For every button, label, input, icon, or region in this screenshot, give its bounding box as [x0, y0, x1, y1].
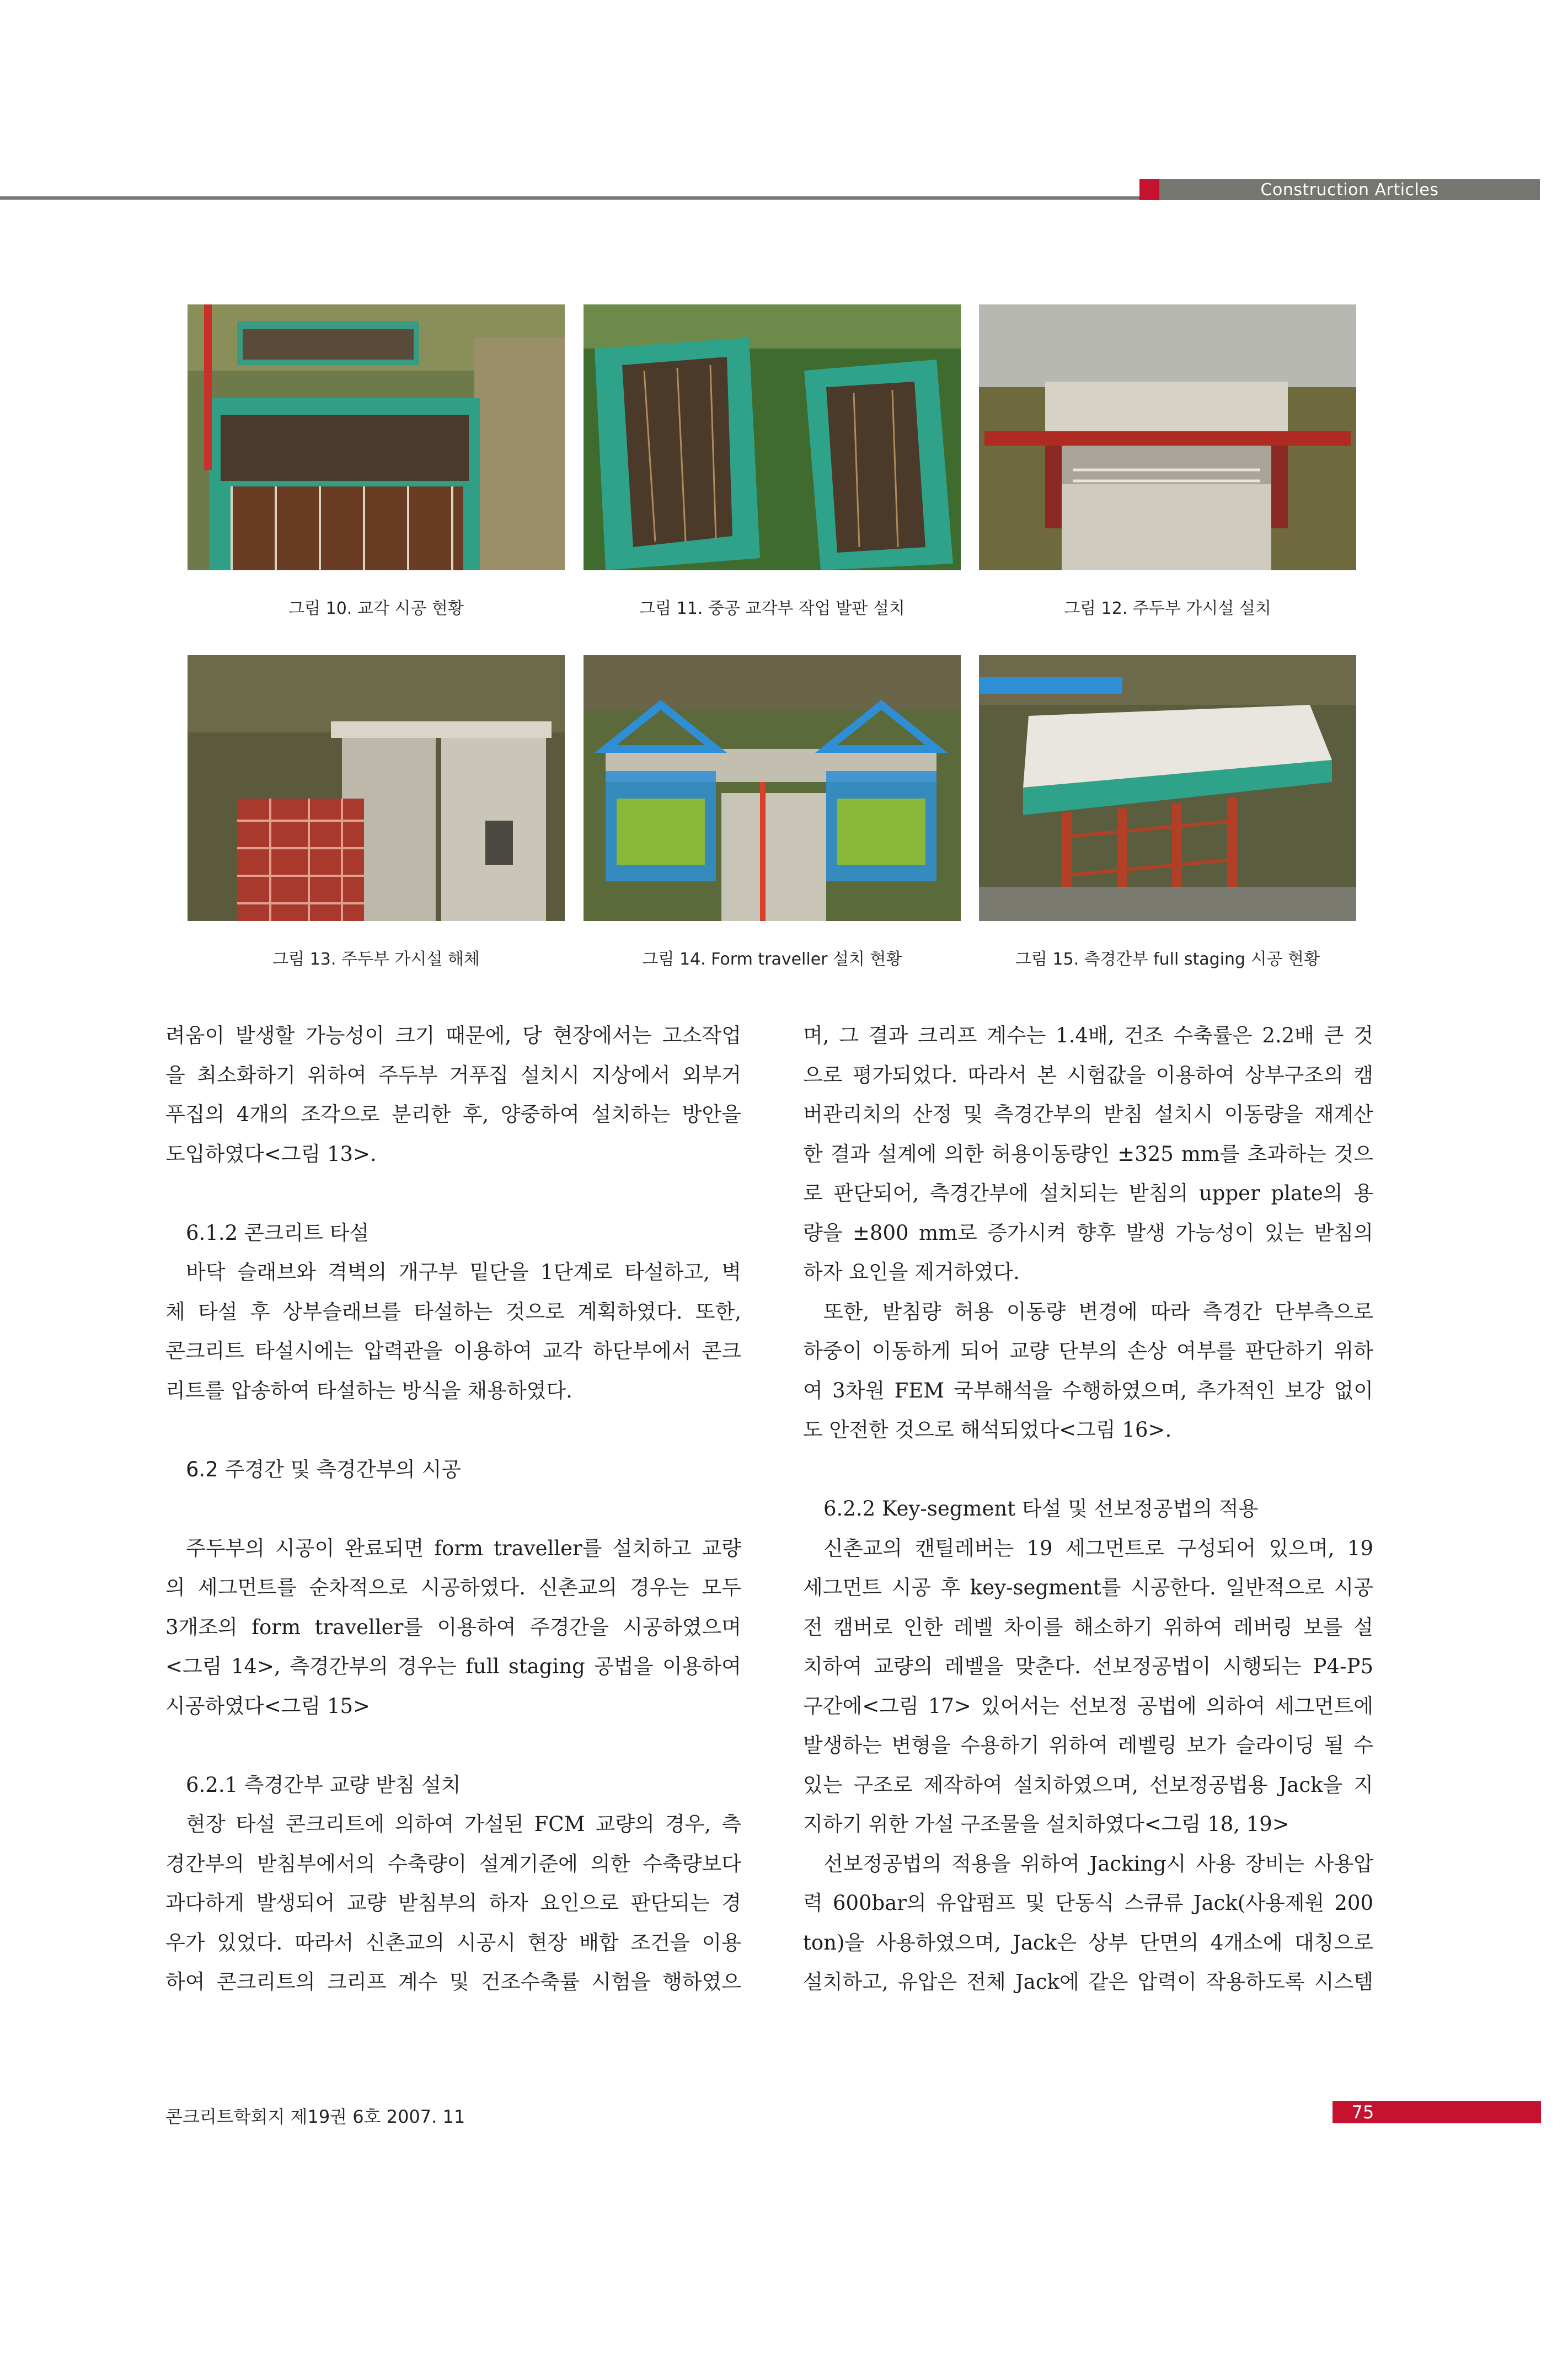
text-line: 의 세그먼트를 순차적으로 시공하였다. 신촌교의 경우는 모두 — [165, 1576, 741, 1599]
figure-14-photo — [584, 655, 961, 921]
subsection-heading-6-2-2: 6.2.2 Key-segment 타설 및 선보정공법의 적용 — [823, 1497, 1259, 1521]
journal-citation: 콘크리트학회지 제19권 6호 2007. 11 — [165, 2106, 465, 2127]
figure-11-caption: 그림 11. 중공 교각부 작업 발판 설치 — [639, 599, 905, 618]
figure-13-caption: 그림 13. 주두부 가시설 해체 — [272, 950, 480, 969]
text-line: 하여 콘크리트의 크리프 계수 및 건조수축률 시험을 행하였으 — [165, 1970, 741, 1994]
figure-14-caption: 그림 14. Form traveller 설치 현황 — [642, 950, 902, 969]
right-column — [803, 1016, 1373, 2002]
section-heading-6-2: 6.2 주경간 및 측경간부의 시공 — [186, 1457, 462, 1481]
text-line: 을 최소화하기 위하여 주두부 거푸집 설치시 지상에서 외부거 — [165, 1063, 741, 1087]
header-accent-block — [1139, 179, 1159, 200]
text-line: 시공하였다<그림 15> — [165, 1694, 371, 1718]
header-section-tab — [1159, 179, 1540, 200]
text-line: 바닥 슬래브와 격벽의 개구부 밑단을 1단계로 타설하고, 벽 — [186, 1260, 741, 1284]
text-line: 도 안전한 것으로 해석되었다<그림 16>. — [803, 1418, 1172, 1442]
text-line: 있는 구조로 제작하여 설치하였으며, 선보정공법용 Jack을 지 — [803, 1773, 1373, 1797]
text-line: 콘크리트 타설시에는 압력관을 이용하여 교각 하단부에서 콘크 — [165, 1339, 741, 1363]
figure-11-photo — [584, 304, 961, 570]
text-line: ton)을 사용하였으며, Jack은 상부 단면의 4개소에 대칭으로 — [803, 1930, 1373, 1955]
figure-15-caption: 그림 15. 측경간부 full staging 시공 현황 — [1015, 950, 1320, 969]
text-line: 발생하는 변형을 수용하기 위하여 레벨링 보가 슬라이딩 될 수 — [803, 1733, 1373, 1757]
text-line: 량을 ±800 mm로 증가시켜 향후 발생 가능성이 있는 받침의 — [803, 1220, 1373, 1245]
text-line: 하자 요인을 제거하였다. — [803, 1260, 1020, 1284]
text-line: 3개조의 form traveller를 이용하여 주경간을 시공하였으며 — [165, 1615, 741, 1639]
text-line: 주두부의 시공이 완료되면 form traveller를 설치하고 교량 — [186, 1536, 741, 1560]
figure-13-photo — [188, 655, 565, 921]
text-line: 지하기 위한 가설 구조물을 설치하였다<그림 18, 19> — [803, 1812, 1289, 1836]
text-line: 푸집의 4개의 조각으로 분리한 후, 양중하여 설치하는 방안을 — [165, 1102, 741, 1126]
text-line: 도입하였다<그림 13>. — [165, 1142, 377, 1166]
text-line: 려움이 발생할 가능성이 크기 때문에, 당 현장에서는 고소작업 — [165, 1024, 741, 1047]
figure-10-caption: 그림 10. 교각 시공 현황 — [288, 599, 464, 618]
text-line: 여 3차원 FEM 국부해석을 수행하였으며, 추가적인 보강 없이 — [803, 1378, 1373, 1402]
text-line: 우가 있었다. 따라서 신촌교의 시공시 현장 배합 조건을 이용 — [165, 1930, 741, 1955]
text-line: 으로 평가되었다. 따라서 본 시험값을 이용하여 상부구조의 캠 — [803, 1063, 1373, 1087]
page-number: 75 — [1351, 2102, 1374, 2123]
text-line: 리트를 압송하여 타설하는 방식을 채용하였다. — [165, 1378, 572, 1402]
text-line: 한 결과 설계에 의한 허용이동량인 ±325 mm를 초과하는 것으 — [803, 1142, 1373, 1166]
text-line: 세그먼트 시공 후 key-segment를 시공한다. 일반적으로 시공 — [803, 1576, 1373, 1599]
text-line: 선보정공법의 적용을 위하여 Jacking시 사용 장비는 사용압 — [823, 1851, 1373, 1876]
text-line: 며, 그 결과 크리프 계수는 1.4배, 건조 수축률은 2.2배 큰 것 — [803, 1024, 1373, 1047]
text-line: 과다하게 발생되어 교량 받침부의 하자 요인으로 판단되는 경 — [165, 1891, 741, 1915]
section-label: Construction Articles — [1260, 180, 1439, 200]
subsection-heading-6-2-1: 6.2.1 측경간부 교량 받침 설치 — [186, 1773, 461, 1797]
text-line: 구간에<그림 17> 있어서는 선보정 공법에 의하여 세그먼트에 — [803, 1694, 1373, 1718]
text-line: 신촌교의 캔틸레버는 19 세그먼트로 구성되어 있으며, 19 — [823, 1536, 1373, 1560]
text-line: 전 캠버로 인한 레벨 차이를 해소하기 위하여 레버링 보를 설 — [803, 1615, 1373, 1639]
text-line: <그림 14>, 측경간부의 경우는 full staging 공법을 이용하여 — [165, 1655, 741, 1678]
text-line: 체 타설 후 상부슬래브를 타설하는 것으로 계획하였다. 또한, — [165, 1299, 741, 1324]
text-line: 로 판단되어, 측경간부에 설치되는 받침의 upper plate의 용 — [803, 1181, 1373, 1205]
figure-15-photo — [979, 655, 1356, 921]
text-line: 치하여 교량의 레벨을 맞춘다. 선보정공법이 시행되는 P4-P5 — [803, 1655, 1373, 1678]
text-line: 버관리치의 산정 및 측경간부의 받침 설치시 이동량을 재계산 — [803, 1102, 1373, 1126]
figure-10-photo — [188, 304, 565, 570]
text-line: 력 600bar의 유압펌프 및 단동식 스큐류 Jack(사용제원 200 — [803, 1891, 1373, 1915]
text-line: 현장 타설 콘크리트에 의하여 가설된 FCM 교량의 경우, 측 — [186, 1812, 741, 1836]
left-column — [165, 1016, 741, 2002]
subsection-heading-6-1-2: 6.1.2 콘크리트 타설 — [186, 1220, 370, 1245]
text-line: 하중이 이동하게 되어 교량 단부의 손상 여부를 판단하기 위하 — [803, 1339, 1373, 1363]
text-line: 또한, 받침량 허용 이동량 변경에 따라 측경간 단부측으로 — [823, 1299, 1373, 1324]
figure-12-caption: 그림 12. 주두부 가시설 설치 — [1064, 599, 1271, 618]
text-line: 경간부의 받침부에서의 수축량이 설계기준에 의한 수축량보다 — [165, 1851, 741, 1876]
text-line: 설치하고, 유압은 전체 Jack에 같은 압력이 작용하도록 시스템 — [803, 1970, 1373, 1994]
figure-12-photo — [979, 304, 1356, 570]
